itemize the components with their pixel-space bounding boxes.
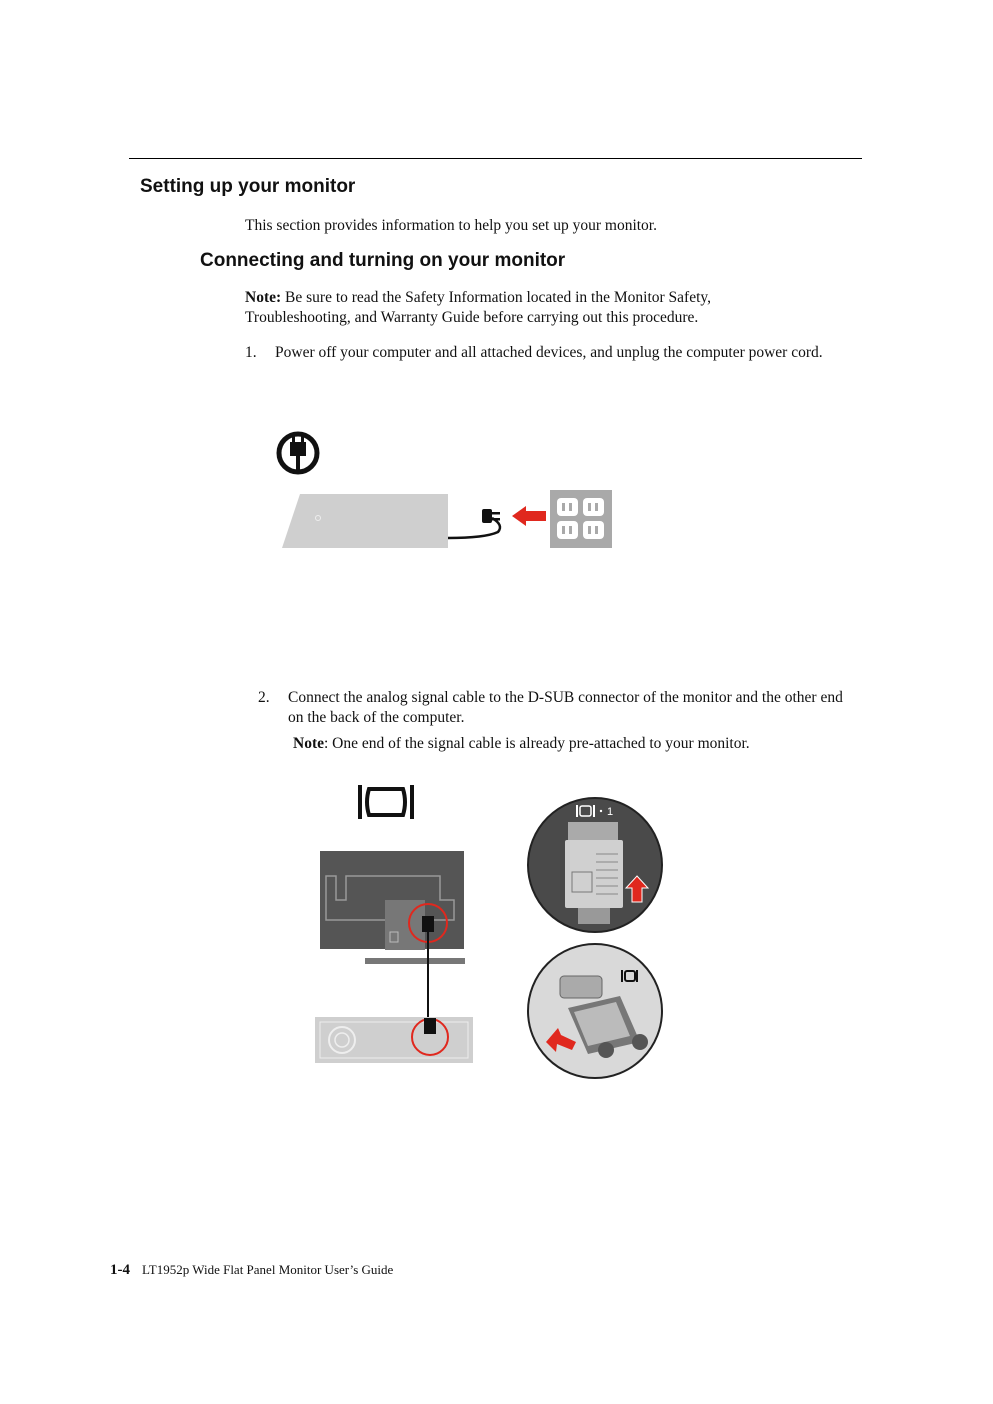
monitor-connector-zoom — [528, 798, 662, 932]
zoom-label: 1 — [607, 806, 614, 818]
monitor-vga-icon — [358, 785, 414, 819]
guide-title: LT1952p Wide Flat Panel Monitor User’s Guide — [142, 1262, 394, 1277]
intro-text: This section provides information to help you set up your monitor. — [245, 217, 657, 234]
page-footer — [110, 1262, 393, 1279]
note-label: Note — [293, 735, 324, 752]
signal-cable-illustration — [310, 780, 670, 1080]
step-2 — [258, 688, 858, 728]
note-label: Note: — [245, 289, 282, 306]
wall-outlet-icon — [550, 490, 612, 548]
unplug-power-illustration — [270, 420, 620, 560]
step-text: Power off your computer and all attached devices, and unplug the computer power cord. — [275, 344, 823, 361]
computer-device-shape — [282, 494, 448, 548]
section-title: Setting up your monitor — [140, 176, 356, 197]
computer-connector-zoom — [528, 944, 662, 1078]
note-text: : One end of the signal cable is already pre-attached to your monitor. — [324, 735, 750, 752]
computer-back-view — [315, 1017, 473, 1063]
step-number: 2. — [258, 689, 270, 706]
page-number: 1-4 — [110, 1262, 130, 1278]
safety-note — [245, 288, 805, 328]
step-1 — [245, 343, 865, 363]
step-text: Connect the analog signal cable to the D-SUB connector of the monitor and the other end on the back of the computer. — [288, 689, 843, 726]
monitor-back-view — [320, 851, 465, 964]
left-arrow-icon — [512, 506, 546, 526]
power-plug-icon — [279, 434, 317, 472]
header-rule — [129, 158, 862, 159]
step-number: 1. — [245, 344, 257, 361]
note-text: Be sure to read the Safety Information located in the Monitor Safety, Troubleshooting, and Warranty Guide before carrying out this procedure. — [245, 289, 712, 326]
subsection-title: Connecting and turning on your monitor — [200, 250, 566, 271]
cable-note — [293, 734, 750, 754]
